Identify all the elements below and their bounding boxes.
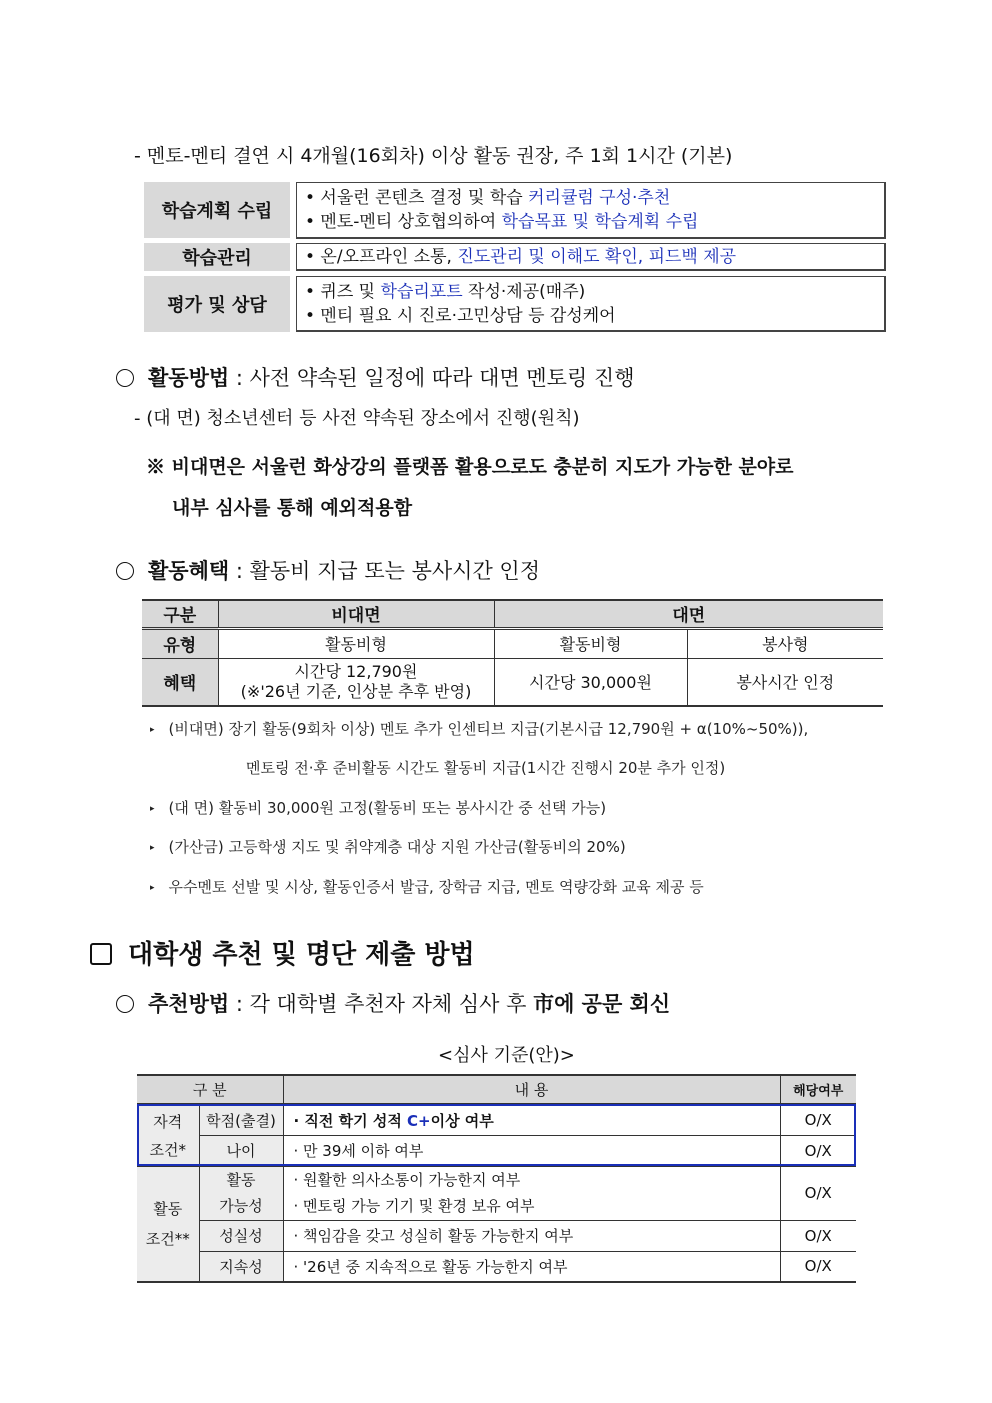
benefit-offline-b: 봉사시간 인정 bbox=[687, 658, 883, 706]
plan-box-management bbox=[296, 243, 886, 271]
benefit-table bbox=[142, 599, 883, 707]
plan-label-management: 학습관리 bbox=[144, 243, 290, 271]
triangle-bullet-icon: ▸ bbox=[150, 883, 155, 893]
recommend-line: 추천방법 : 각 대학별 추천자 자체 심사 후 市에 공문 회신 bbox=[116, 988, 670, 1018]
criteria-group-eligibility: 자격 조건* bbox=[137, 1104, 199, 1166]
plan-item: • 서울런 콘텐츠 결정 및 학습 커리큘럼 구성·추천 bbox=[305, 188, 671, 208]
section-title: 대학생 추천 및 명단 제출 방법 bbox=[90, 934, 475, 971]
method-sub: - (대 면) 청소년센터 등 사전 약속된 장소에서 진행(원칙) bbox=[134, 408, 580, 429]
criteria-table bbox=[137, 1074, 856, 1283]
criteria-sub: 성실성 bbox=[199, 1220, 283, 1251]
plan-label-planning: 학습계획 수립 bbox=[144, 182, 290, 238]
criteria-sub: 활동 가능성 bbox=[199, 1166, 283, 1220]
benefit-header-online: 비대면 bbox=[218, 600, 494, 628]
criteria-sub: 나이 bbox=[199, 1135, 283, 1166]
triangle-bullet-icon: ▸ bbox=[150, 843, 155, 853]
criteria-content: · '26년 중 지속적으로 활동 가능한지 여부 bbox=[283, 1251, 780, 1282]
benefit-header-offline: 대면 bbox=[494, 600, 883, 628]
circle-bullet-icon bbox=[116, 995, 134, 1013]
benefit-row-benefit-label: 혜택 bbox=[142, 658, 218, 706]
criteria-caption: <심사 기준(안)> bbox=[438, 1045, 575, 1066]
benefit-type-offline-a: 활동비형 bbox=[494, 628, 687, 658]
plan-box-evaluation bbox=[296, 276, 886, 332]
criteria-check: O/X bbox=[780, 1135, 856, 1166]
criteria-header-check: 해당여부 bbox=[780, 1075, 856, 1104]
benefit-note: 멘토링 전·후 준비활동 시간도 활동비 지급(1시간 진행시 20분 추가 인정) bbox=[246, 759, 726, 777]
criteria-header-content: 내 용 bbox=[283, 1075, 780, 1104]
plan-item: • 멘토-멘티 상호협의하여 학습목표 및 학습계획 수립 bbox=[305, 212, 699, 232]
benefit-note: ▸ 우수멘토 선발 및 시상, 활동인증서 발급, 장학금 지급, 멘토 역량강화 교육 제공 등 bbox=[150, 878, 704, 896]
benefit-type-offline-b: 봉사형 bbox=[687, 628, 883, 658]
benefit-note: ▸ (비대면) 장기 활동(9회차 이상) 멘토 추가 인센티브 지급(기본시급 12,790원 + α(10%~50%)), bbox=[150, 720, 809, 738]
plan-label-evaluation: 평가 및 상담 bbox=[144, 276, 290, 332]
circle-bullet-icon bbox=[116, 562, 134, 580]
benefit-offline-a: 시간당 30,000원 bbox=[494, 658, 687, 706]
criteria-header-gubun: 구 분 bbox=[137, 1075, 283, 1104]
plan-item: • 온/오프라인 소통, 진도관리 및 이해도 확인, 피드백 제공 bbox=[305, 247, 737, 267]
criteria-content: · 직전 학기 성적 C+이상 여부 bbox=[283, 1104, 780, 1135]
criteria-content: · 만 39세 이하 여부 bbox=[283, 1135, 780, 1166]
benefit-type-online: 활동비형 bbox=[218, 628, 494, 658]
criteria-sub: 지속성 bbox=[199, 1251, 283, 1282]
benefit-note: ▸ (가산금) 고등학생 지도 및 취약계층 대상 지원 가산금(활동비의 20%) bbox=[150, 838, 626, 856]
criteria-sub: 학점(출결) bbox=[199, 1104, 283, 1135]
plan-item: • 퀴즈 및 학습리포트 작성·제공(매주) bbox=[305, 282, 586, 302]
triangle-bullet-icon: ▸ bbox=[150, 725, 155, 735]
benefit-note: ▸ (대 면) 활동비 30,000원 고정(활동비 또는 봉사시간 중 선택 가능) bbox=[150, 799, 607, 817]
criteria-check: O/X bbox=[780, 1251, 856, 1282]
method-line: 활동방법 : 사전 약속된 일정에 따라 대면 멘토링 진행 bbox=[116, 362, 635, 392]
triangle-bullet-icon: ▸ bbox=[150, 804, 155, 814]
criteria-check: O/X bbox=[780, 1220, 856, 1251]
benefit-online-cell: 시간당 12,790원 (※'26년 기준, 인상분 추후 반영) bbox=[218, 658, 494, 706]
benefit-header-gubun: 구분 bbox=[142, 600, 218, 628]
criteria-content: · 원활한 의사소통이 가능한지 여부 · 멘토링 가능 기기 및 환경 보유 여부 bbox=[283, 1166, 780, 1220]
criteria-content: · 책임감을 갖고 성실히 활동 가능한지 여부 bbox=[283, 1220, 780, 1251]
square-bullet-icon bbox=[90, 943, 112, 965]
method-note-2: 내부 심사를 통해 예외적용함 bbox=[172, 497, 413, 519]
criteria-group-activity: 활동 조건** bbox=[137, 1166, 199, 1282]
criteria-check: O/X bbox=[780, 1104, 856, 1135]
method-note-1: ※ 비대면은 서울런 화상강의 플랫폼 활용으로도 충분히 지도가 가능한 분야로 bbox=[146, 456, 794, 478]
benefit-row-type-label: 유형 bbox=[142, 628, 218, 658]
plan-box-planning bbox=[296, 182, 886, 239]
benefit-line: 활동혜택 : 활동비 지급 또는 봉사시간 인정 bbox=[116, 555, 540, 585]
circle-bullet-icon bbox=[116, 369, 134, 387]
plan-item: • 멘티 필요 시 진로·고민상담 등 감성케어 bbox=[305, 306, 616, 326]
criteria-check: O/X bbox=[780, 1166, 856, 1220]
duration-line: - 멘토-멘티 결연 시 4개월(16회차) 이상 활동 권장, 주 1회 1시간 (기본) bbox=[134, 145, 733, 167]
